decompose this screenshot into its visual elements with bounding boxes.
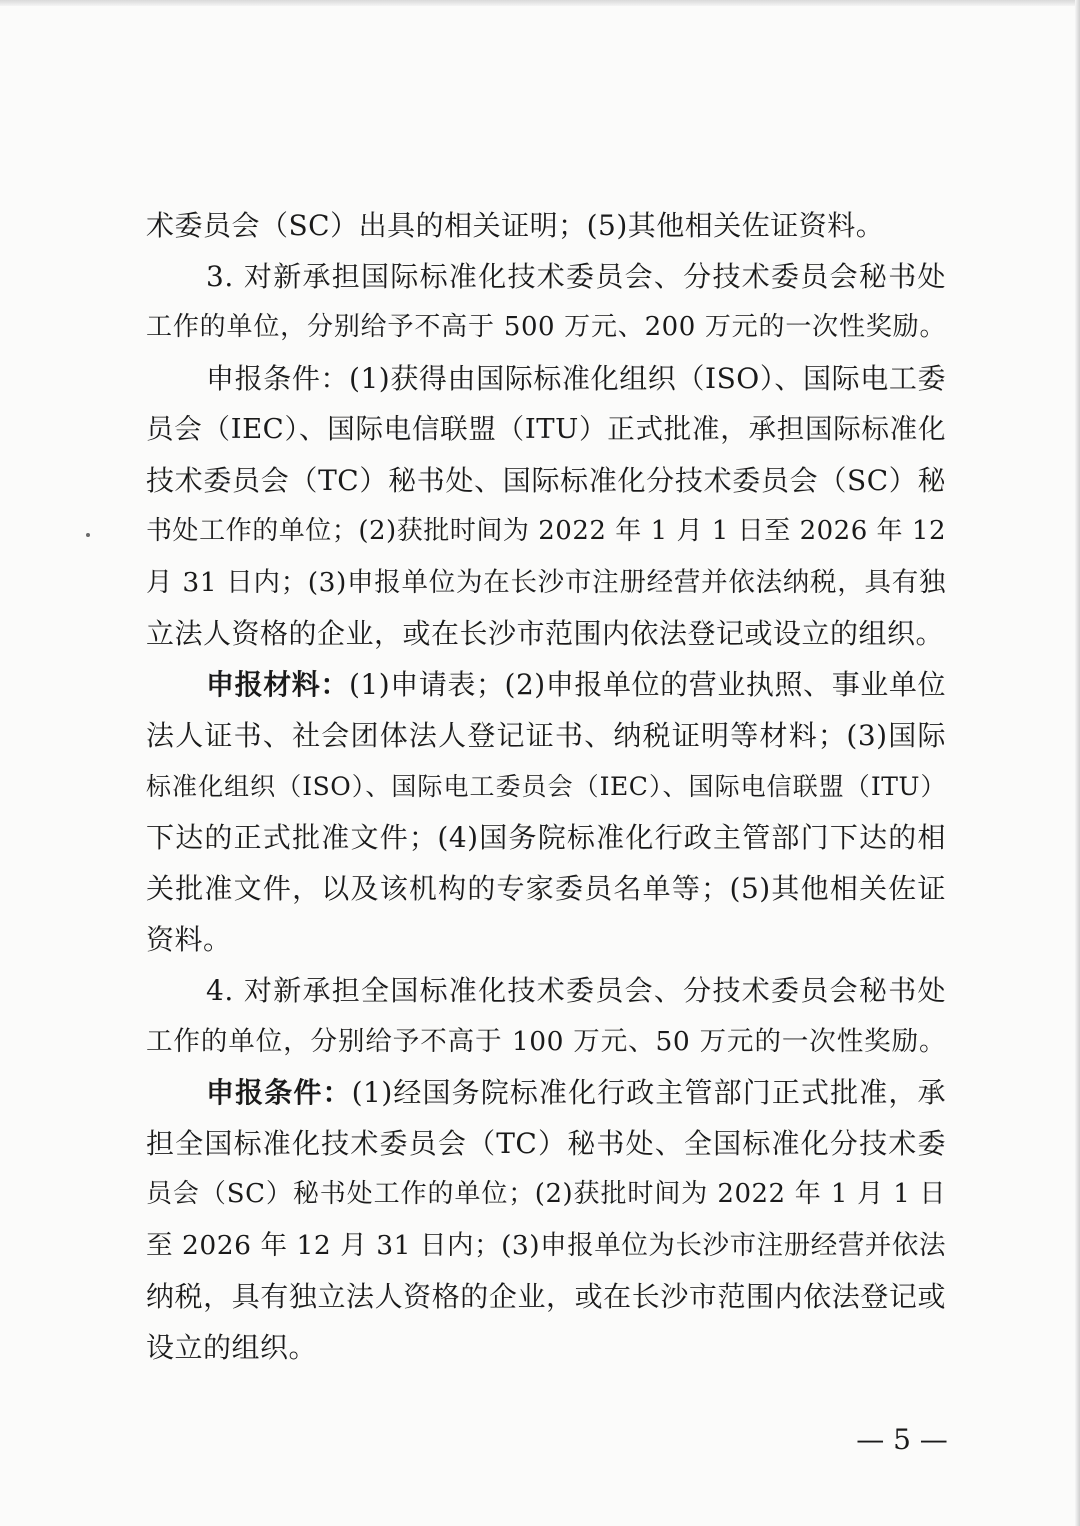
line-text: 资料。	[146, 923, 232, 956]
text-line	[146, 965, 946, 1016]
text-line	[146, 1016, 946, 1067]
text-line	[146, 812, 946, 863]
scan-edge-right	[1075, 0, 1080, 1526]
text-line	[146, 1322, 946, 1373]
line-text: 书处工作的单位；(2)获批时间为 2022 年 1 月 1 日至 2026 年 12	[146, 516, 946, 546]
line-text: 员会（SC）秘书处工作的单位；(2)获批时间为 2022 年 1 月 1 日	[146, 1179, 946, 1209]
text-line	[146, 710, 946, 761]
line-text: 关批准文件，以及该机构的专家委员名单等；(5)其他相关佐证	[146, 872, 946, 905]
text-line	[146, 1220, 946, 1271]
line-text: 立法人资格的企业，或在长沙市范围内依法登记或设立的组织。	[146, 617, 945, 650]
line-text: 设立的组织。	[146, 1331, 318, 1364]
text-line	[146, 863, 946, 914]
text-line	[146, 455, 946, 506]
line-text: 纳税，具有独立法人资格的企业，或在长沙市范围内依法登记或	[146, 1280, 946, 1313]
line-text: (1)申请表；(2)申报单位的营业执照、事业单位	[348, 668, 946, 701]
text-line	[146, 1067, 946, 1118]
text-line	[146, 761, 946, 812]
line-text: 担全国标准化技术委员会（TC）秘书处、全国标准化分技术委	[146, 1127, 946, 1160]
line-text: 下达的正式批准文件；(4)国务院标准化行政主管部门下达的相	[146, 821, 946, 854]
text-line	[146, 659, 946, 710]
line-text: (1)获得由国际标准化组织（ISO）、国际电工委	[349, 362, 946, 395]
body-text	[146, 200, 946, 1373]
text-line	[146, 353, 946, 404]
text-line	[146, 1118, 946, 1169]
section-lead-label: 申报条件：	[206, 362, 350, 395]
scan-edge-top	[0, 0, 1080, 6]
page-number: — 5 —	[856, 1423, 948, 1456]
line-text: 工作的单位，分别给予不高于 100 万元、50 万元的一次性奖励。	[146, 1026, 946, 1057]
line-text: 至 2026 年 12 月 31 日内；(3)申报单位为长沙市注册经营并依法	[146, 1230, 946, 1261]
text-line	[146, 302, 946, 353]
line-text: 4. 对新承担全国标准化技术委员会、分技术委员会秘书处	[206, 974, 946, 1007]
text-line	[146, 506, 946, 557]
line-text: 法人证书、社会团体法人登记证书、纳税证明等材料；(3)国际	[146, 719, 946, 752]
scan-speck	[86, 533, 90, 537]
line-text: 技术委员会（TC）秘书处、国际标准化分技术委员会（SC）秘	[146, 464, 946, 497]
section-lead-label: 申报条件：	[206, 1076, 352, 1109]
text-line	[146, 557, 946, 608]
line-text: 3. 对新承担国际标准化技术委员会、分技术委员会秘书处	[206, 260, 946, 293]
section-lead-label: 申报材料：	[206, 668, 349, 701]
line-text: 月 31 日内；(3)申报单位为在长沙市注册经营并依法纳税，具有独	[146, 567, 946, 598]
text-line	[146, 200, 946, 251]
text-line	[146, 1169, 946, 1220]
text-line	[146, 251, 946, 302]
line-text: 工作的单位，分别给予不高于 500 万元、200 万元的一次性奖励。	[146, 312, 946, 342]
line-text: (1)经国务院标准化行政主管部门正式批准，承	[351, 1076, 946, 1109]
line-text: 术委员会（SC）出具的相关证明；(5)其他相关佐证资料。	[146, 209, 885, 242]
line-text: 标准化组织（ISO）、国际电工委员会（IEC）、国际电信联盟（ITU）	[146, 772, 946, 801]
text-line	[146, 404, 946, 455]
text-line	[146, 608, 946, 659]
line-text: 员会（IEC）、国际电信联盟（ITU）正式批准，承担国际标准化	[146, 413, 946, 445]
text-line	[146, 1271, 946, 1322]
text-line	[146, 914, 946, 965]
